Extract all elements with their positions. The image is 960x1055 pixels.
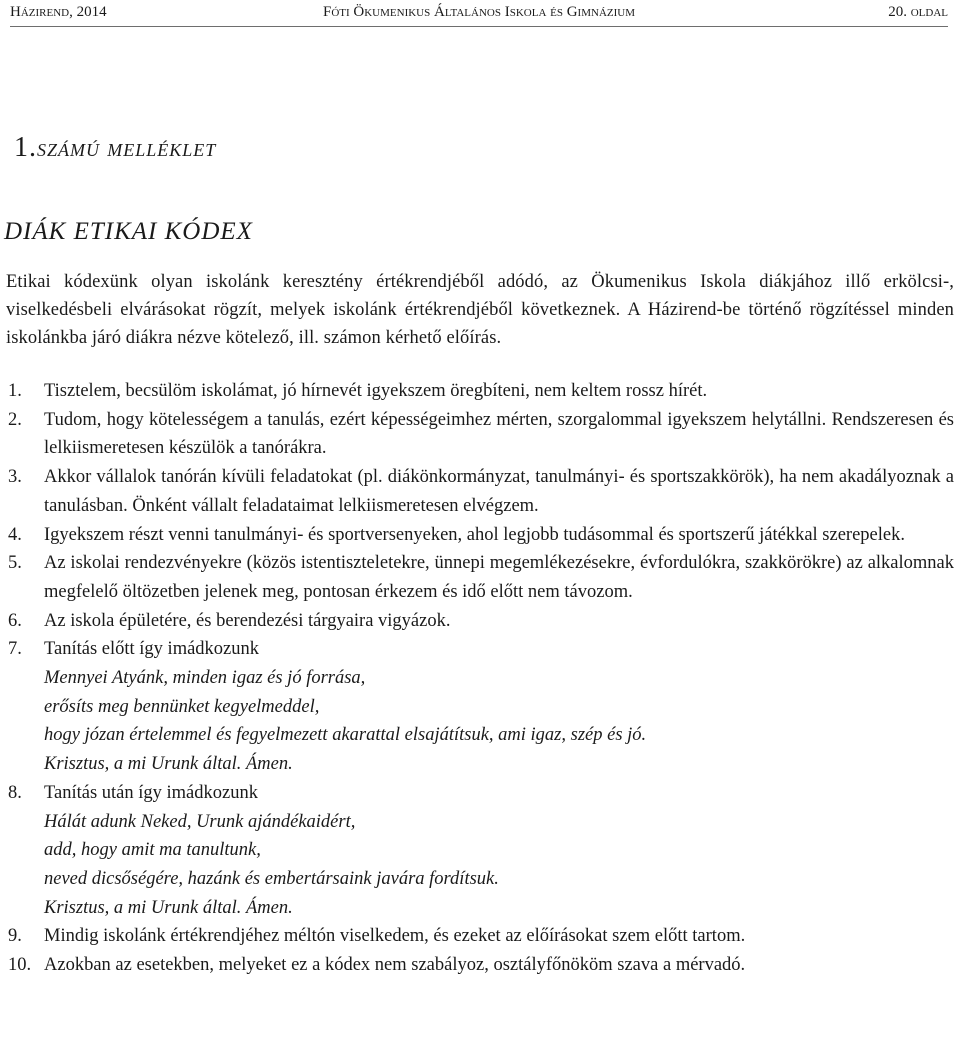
rule-number: 6. (8, 610, 22, 631)
prayer-line: Krisztus, a mi Urunk által. Ámen. (44, 897, 293, 918)
running-header (10, 4, 948, 27)
rule-number: 10. (8, 955, 32, 976)
document-title: DIÁK ETIKAI KÓDEX (4, 218, 253, 245)
section-label: számú melléklet (37, 135, 217, 162)
page-number: 20. oldal (888, 4, 948, 20)
rule-text: Azokban az esetekben, melyeket ez a kódex nem szabályoz, osztályfőnököm szava a mérvadó. (44, 955, 746, 976)
rule-number: 4. (8, 524, 22, 545)
rule-number: 5. (8, 553, 22, 574)
rule-number: 1. (8, 381, 22, 401)
rule-number: 3. (8, 467, 22, 488)
prayer-line: add, hogy amit ma tanultunk, (44, 840, 261, 861)
rule-number: 8. (8, 782, 22, 803)
rule-item (0, 922, 954, 951)
header-left: Házirend, 2014 (10, 4, 107, 20)
rule-text: Mindig iskolánk értékrendjéhez méltón viselkedem, és ezeket az előírásokat szem előtt tartom. (44, 926, 746, 947)
prayer-line: neved dicsőségére, hazánk és embertársaink javára fordítsuk. (44, 868, 499, 889)
intro-paragraph: Etikai kódexünk olyan iskolánk keresztény értékrendjéből adódó, az Ökumenikus Iskola diákjához illő erkölcsi-, viselkedésbeli elvárásokat rögzít, melyek iskolánk értékrendjéből következnek. A Házirend-be történő rögzítéssel minden iskolánkba járó diákra nézve kötelező, ill. számon kérhető előírás. (6, 272, 954, 348)
rule-number: 9. (8, 926, 22, 947)
prayer-line: Hálát adunk Neked, Urunk ajándékaidért, (44, 811, 356, 832)
rule-number: 7. (8, 639, 22, 660)
rule-item (0, 406, 954, 463)
rule-item (0, 377, 954, 406)
rule-text: Tanítás előtt így imádkozunk (44, 639, 260, 660)
rule-item (0, 607, 954, 636)
rule-text: Igyekszem részt venni tanulmányi- és sportversenyeken, ahol legjobb tudásommal és sportszerű játékkal szerepelek. (44, 524, 905, 545)
rule-text: Akkor vállalok tanórán kívüli feladatokat (pl. diákönkormányzat, tanulmányi- és sportszakkörök), ha nem akadályoznak a tanulásban. Önként vállalt feladataimat lelkiismeretesen elvégzem. (44, 467, 954, 516)
section-number: 1. (14, 132, 37, 163)
rule-item (0, 635, 954, 779)
rule-text: Tudom, hogy kötelességem a tanulás, ezért képességeimhez mérten, szorgalommal igyekszem helytállni. Rendszeresen és lelkiismeretesen készülök a tanórákra. (44, 409, 954, 459)
header-center: Fóti Ökumenikus Általános Iskola és Gimnázium (322, 4, 635, 20)
rules-list (0, 377, 954, 980)
rule-number: 2. (8, 409, 22, 430)
rule-text: Tanítás után így imádkozunk (44, 782, 258, 803)
prayer-line: Mennyei Atyánk, minden igaz és jó forrása, (44, 668, 366, 689)
rule-text: Az iskolai rendezvényekre (közös istentiszteletekre, ünnepi megemlékezésekre, évfordulókra, szakkörökre) az alkalomnak megfelelő öltözetben jelenek meg, pontosan érkezem és idő előtt nem távozom. (44, 553, 954, 602)
rule-item (0, 549, 954, 606)
rule-item (0, 951, 954, 980)
rule-item (0, 463, 954, 520)
section-title (14, 132, 216, 164)
rule-text: Az iskola épületére, és berendezési tárgyaira vigyázok. (44, 610, 451, 631)
rule-item (0, 779, 954, 923)
rule-item (0, 521, 954, 550)
prayer-line: erősíts meg bennünket kegyelmeddel, (44, 696, 320, 717)
rule-text: Tisztelem, becsülöm iskolámat, jó hírnevét igyekszem öregbíteni, nem keltem rossz hírét. (44, 381, 708, 401)
prayer-line: Krisztus, a mi Urunk által. Ámen. (44, 754, 293, 775)
prayer-line: hogy józan értelemmel és fegyelmezett akarattal elsajátítsuk, ami igaz, szép és jó. (44, 725, 647, 746)
